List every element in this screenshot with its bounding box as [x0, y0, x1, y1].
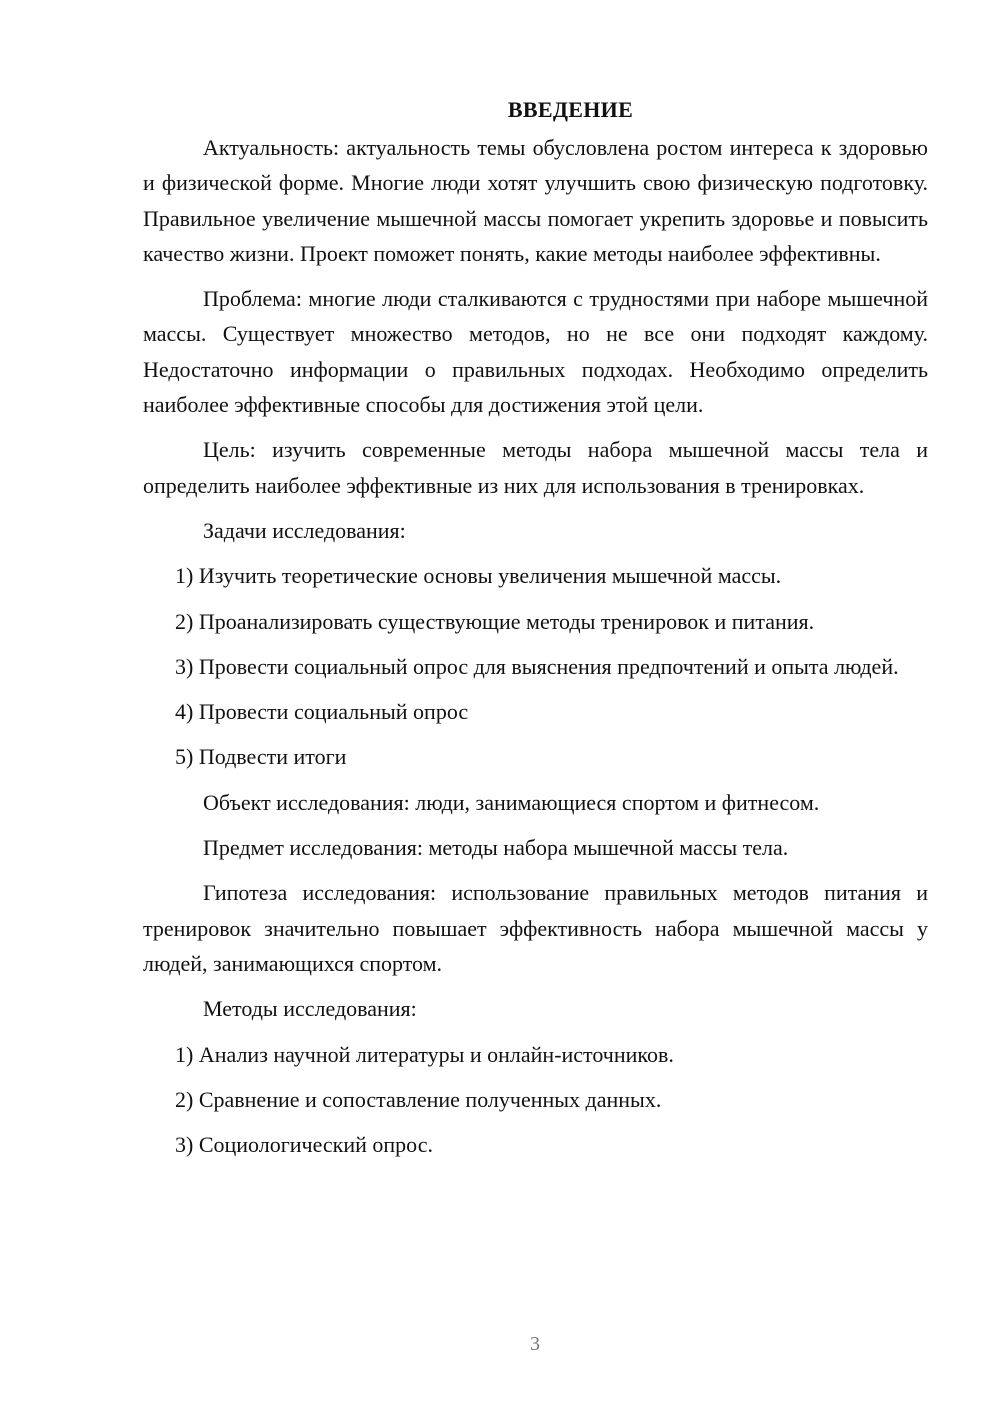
task-item-5: 5) Подвести итоги: [175, 744, 347, 770]
page-number: 3: [530, 1333, 540, 1355]
method-item-2: 2) Сравнение и сопоставление полученных данных.: [175, 1086, 662, 1112]
document-page: [143, 92, 928, 1162]
object-paragraph: Объект исследования: люди, занимающиеся спортом и фитнесом.: [203, 789, 820, 815]
method-item-3: 3) Социологический опрос.: [175, 1132, 433, 1158]
relevance-paragraph: Актуальность: актуальность темы обусловлена ростом интереса к здоровью и физической форме. Многие люди хотят улучшить свою физическую подготовку. Правильное увеличение мышечной массы помогает укрепить здоровье и повысить качество жизни. Проект поможет понять, какие методы наиболее эффективны.: [143, 135, 928, 266]
problem-paragraph: Проблема: многие люди сталкиваются с трудностями при наборе мышечной массы. Существует множество методов, но не все они подходят каждому. Недостаточно информации о правильных подходах. Необходимо определить наиболее эффективные способы для достижения этой цели.: [143, 286, 928, 418]
methods-heading: Методы исследования:: [203, 996, 417, 1022]
task-item-3: 3) Провести социальный опрос для выяснения предпочтений и опыта людей.: [175, 653, 899, 679]
task-item-2: 2) Проанализировать существующие методы тренировок и питания.: [175, 608, 815, 634]
subject-paragraph: Предмет исследования: методы набора мышечной массы тела.: [203, 835, 789, 861]
method-item-1: 1) Анализ научной литературы и онлайн-источников.: [175, 1041, 674, 1067]
task-item-1: 1) Изучить теоретические основы увеличения мышечной массы.: [175, 563, 782, 589]
tasks-heading: Задачи исследования:: [203, 517, 406, 543]
task-item-4: 4) Провести социальный опрос: [175, 699, 469, 725]
page-title: ВВЕДЕНИЕ: [507, 97, 634, 122]
hypothesis-paragraph: Гипотеза исследования: использование правильных методов питания и тренировок значительно повышает эффективность набора мышечной массы у людей, занимающихся спортом.: [143, 880, 928, 976]
goal-paragraph: Цель: изучить современные методы набора мышечной массы тела и определить наиболее эффективные из них для использования в тренировках.: [143, 437, 928, 498]
